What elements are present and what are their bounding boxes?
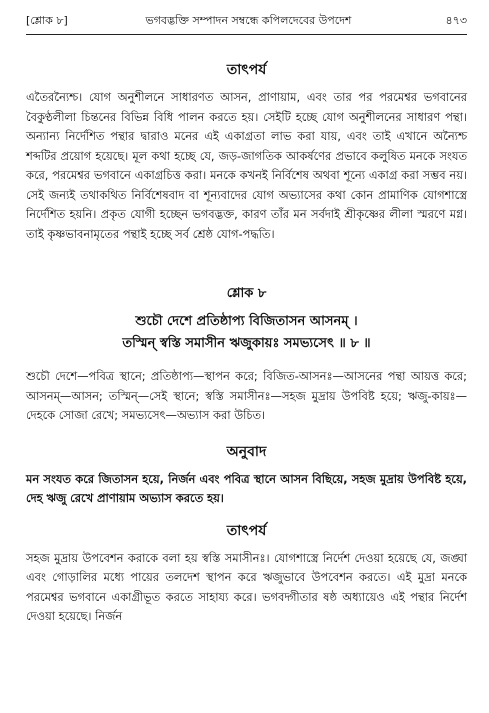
page-content bbox=[26, 44, 467, 627]
page-header bbox=[26, 10, 467, 32]
running-title: ভগবদ্ভক্তি সম্পাদন সম্বন্ধে কপিলদেবের উপদেশ bbox=[145, 14, 352, 27]
header-rule bbox=[26, 34, 467, 35]
purport-paragraph: এতৈরন্যৈশ্চ। যোগ অনুশীলনে সাধারণত আসন, প্রাণায়াম, এবং তার পর পরমেশ্বর ভগবানের বৈকুণ্ঠলীলা চিন্তনের বিভিন্ন বিধি পালন করতে হয়। সেইটি হচ্ছে যোগ অনুশীলনের সাধারণ পন্থা। অন্যান্য নির্দেশিত পন্থার দ্বারাও মনের এই একাগ্রতা লাভ করা যায়, এবং তাই এখানে অন্যৈশ্চ শব্দটির প্রয়োগ হয়েছে। মূল কথা হচ্ছে যে, জড়-জাগতিক আকর্ষণের প্রভাবে কলুষিত মনকে সংযত করে, পরমেশ্বর ভগবানে একাগ্রচিত্ত করা। মনকে কখনই নির্বিশেষ অথবা শূন্যে একাগ্র করা সম্ভব নয়। সেই জন্যই তথাকথিত নির্বিশেষবাদ বা শূন্যবাদের যোগ অভ্যাসের কথা কোন প্রামাণিক যোগশাস্ত্রে নির্দেশিত হয়নি। প্রকৃত যোগী হচ্ছেন ভগবদ্ভক্ত, কারণ তাঁর মন সর্বদাই শ্রীকৃষ্ণের লীলা স্মরণে মগ্ন। তাই কৃষ্ণভাবনামৃতের পন্থাই হচ্ছে সর্ব শ্রেষ্ঠ যোগ-পদ্ধতি। bbox=[26, 90, 467, 241]
verse-line-2: তস্মিন্ স্বস্তি সমাসীন ঋজুকায়ঃ সমভ্যসেৎ ॥ ৮ ॥ bbox=[122, 336, 371, 351]
verse-line-1: শুচৌ দেশে প্রতিষ্ঠাপ্য বিজিতাসন আসনম্ । bbox=[135, 314, 358, 329]
synonyms-paragraph: শুচৌ দেশে—পবিত্র স্থানে; প্রতিষ্ঠাপ্য—স্থাপন করে; বিজিত-আসনঃ—আসনের পন্থা আয়ত্ত করে; আসনম্—আসন; তস্মিন্—সেই স্থানে; স্বস্তি সমাসীনঃ—সহজ মুদ্রায় উপবিষ্ট হয়ে; ঋজু-কায়ঃ—দেহকে সোজা রেখে; সমভ্যসেৎ—অভ্যাস করা উচিত। bbox=[26, 369, 467, 422]
purport-heading: তাৎপর্য bbox=[226, 62, 267, 78]
page-number: ৪৭৩ bbox=[445, 14, 467, 27]
purport2-heading: তাৎপর্য bbox=[226, 522, 267, 539]
translation-paragraph: মন সংযত করে জিতাসন হয়ে, নির্জন এবং পবিত্র স্থানে আসন বিছিয়ে, সহজ মুদ্রায় উপবিষ্ট হয়ে, দেহ ঋজু রেখে প্রাণায়াম অভ্যাস করতে হয়। bbox=[26, 471, 467, 505]
translation-heading: অনুবাদ bbox=[226, 443, 267, 460]
purport2-paragraph: সহজ মুদ্রায় উপবেশন করাকে বলা হয় স্বস্তি সমাসীনঃ। যোগশাস্ত্রে নির্দেশ দেওয়া হয়েছে যে, জঙ্ঘা এবং গোড়ালির মধ্যে পায়ের তলদেশ স্থাপন করে ঋজুভাবে উপবেশন করতে। এই মুদ্রা মনকে পরমেশ্বর ভগবানে একাগ্রীভূত করতে সাহায্য করে। ভগবদ্গীতার ষষ্ঠ অধ্যায়েও এই পন্থার নির্দেশ দেওয়া হয়েছে। নির্জন bbox=[26, 550, 467, 623]
verse-reference: [শ্লোক ৮] bbox=[26, 14, 68, 27]
verse-number: শ্লোক ৮ bbox=[226, 286, 267, 301]
